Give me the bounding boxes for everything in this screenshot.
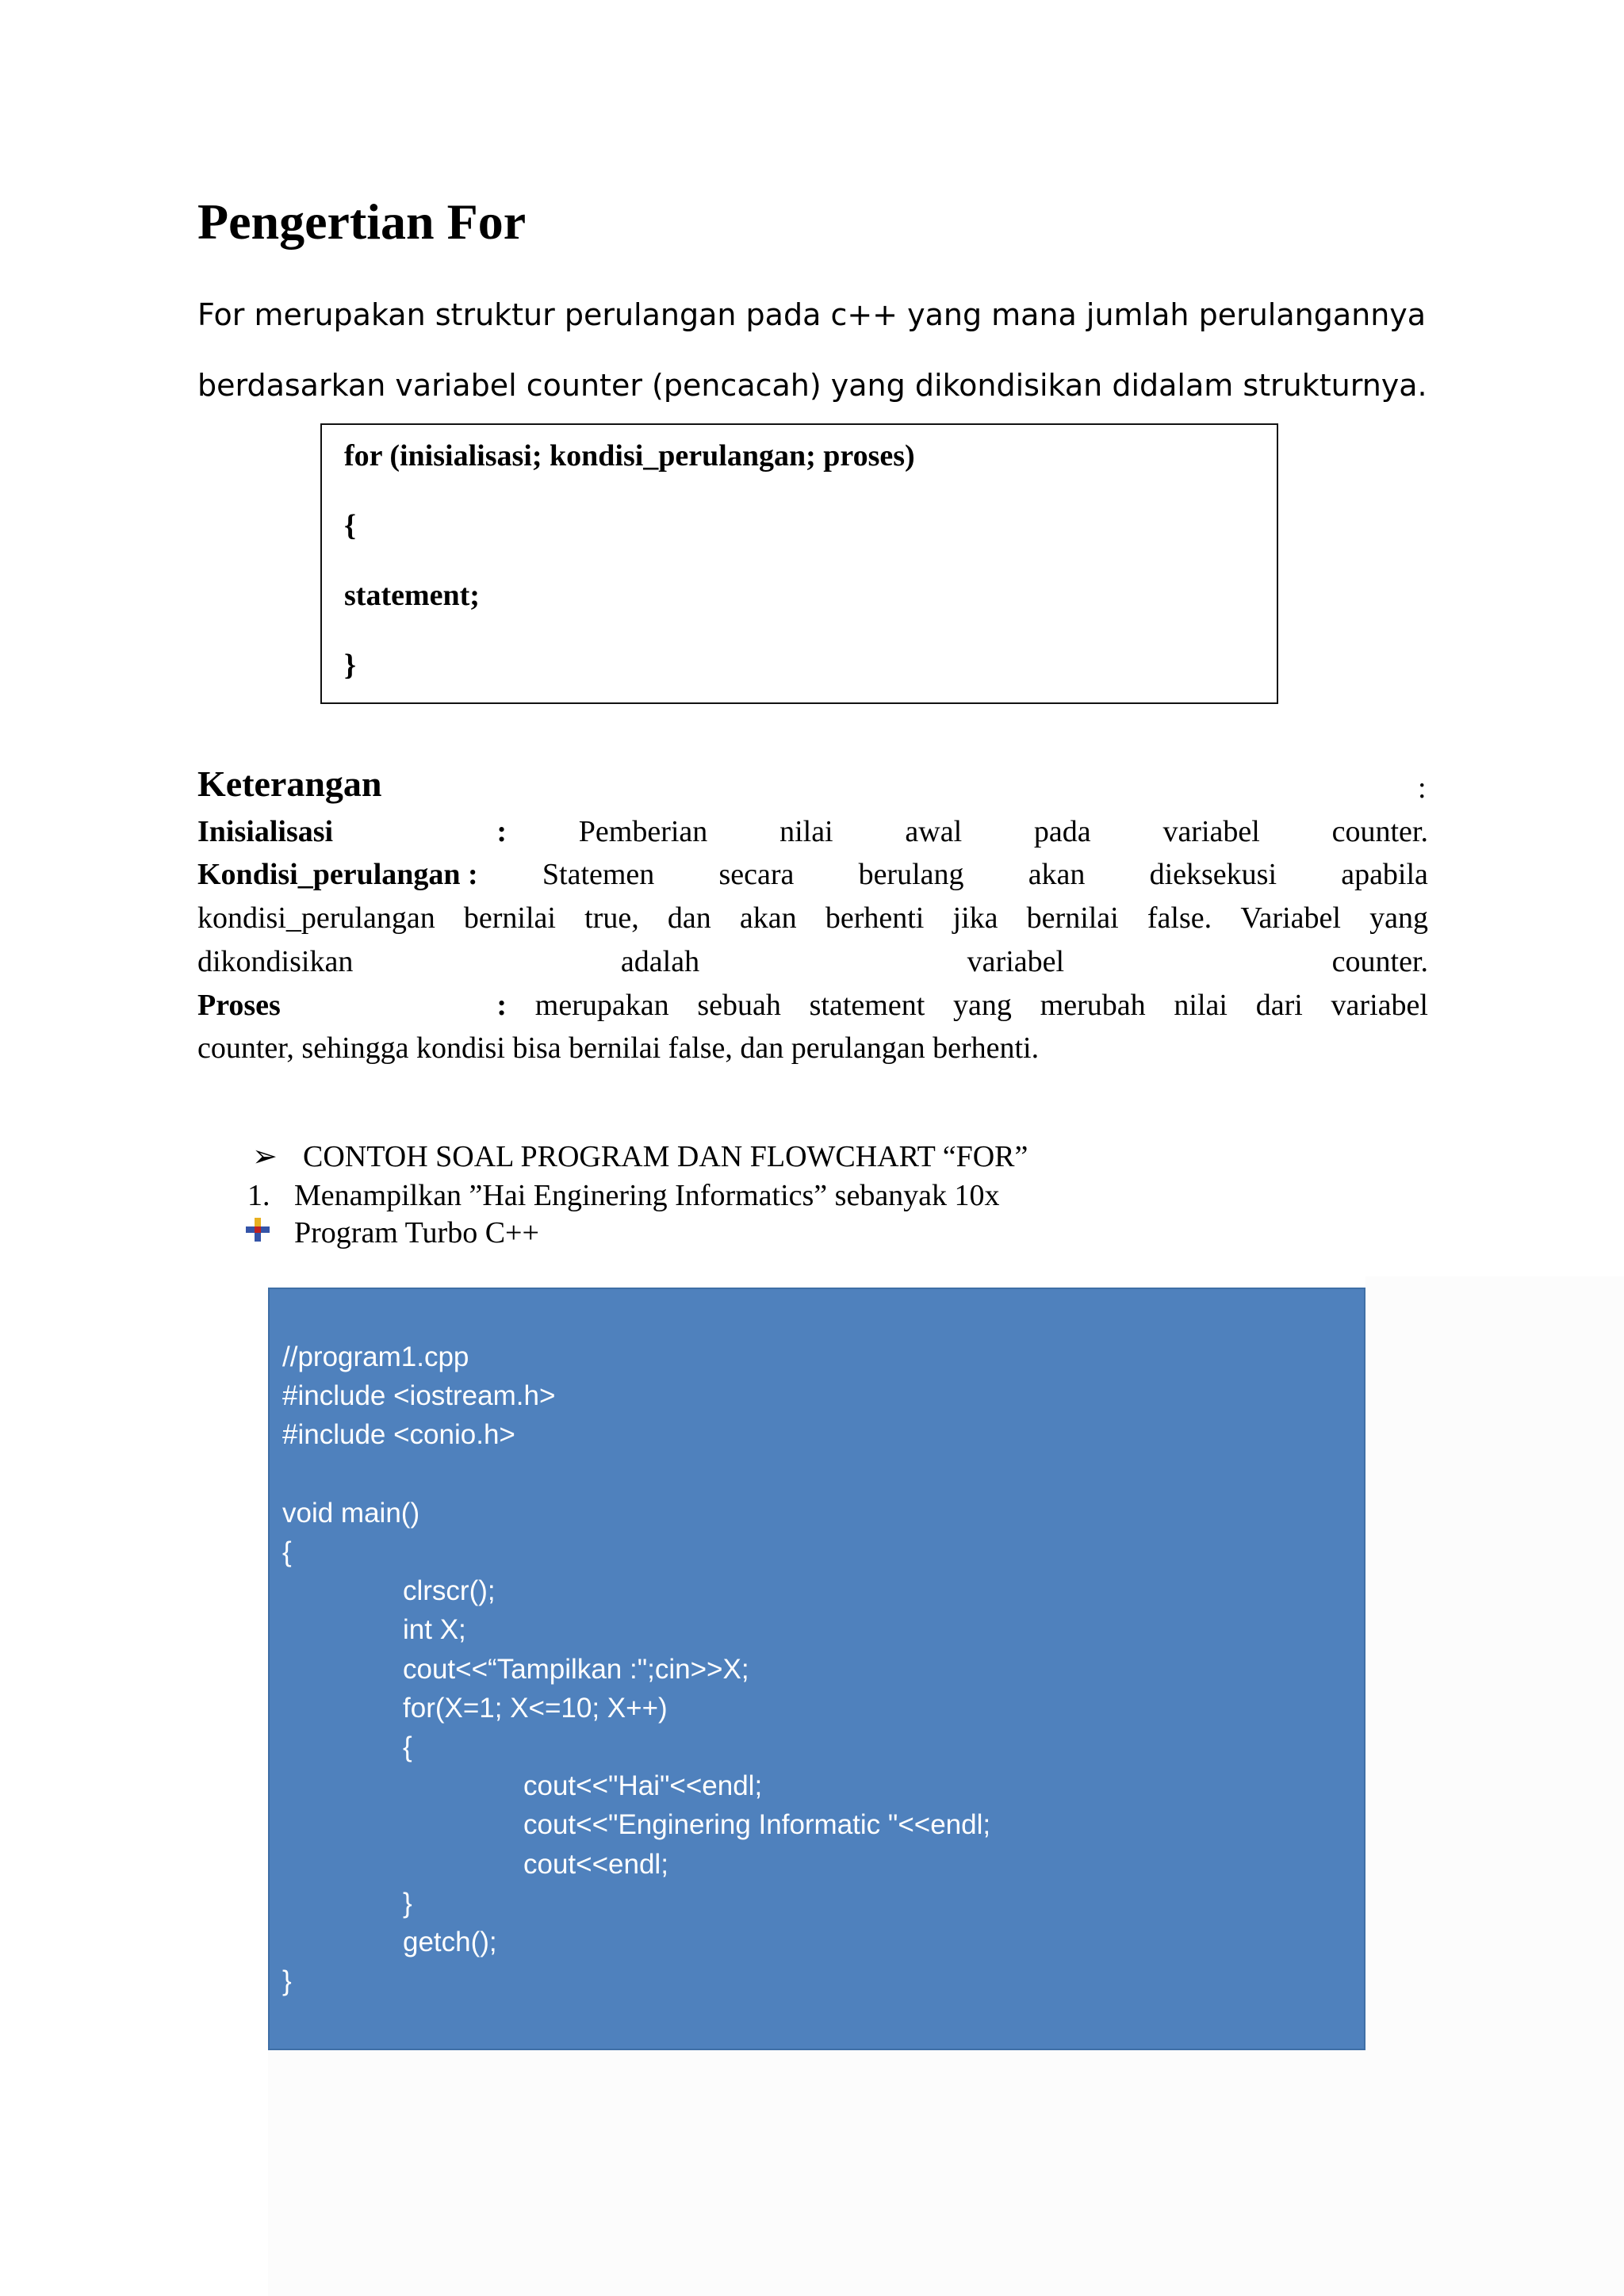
row-word: dari	[1255, 989, 1303, 1022]
row-word: dikondisikan	[197, 945, 354, 978]
code-line: {	[282, 1536, 292, 1567]
plus-bullet-icon	[244, 1216, 271, 1243]
code-line: //program1.cpp	[282, 1341, 469, 1372]
page-title: Pengertian For	[197, 193, 527, 250]
code-line: }	[282, 1965, 292, 1997]
proses-row-2	[197, 1031, 1428, 1066]
keterangan-colon: :	[1418, 771, 1427, 805]
code-line: {	[403, 1732, 412, 1762]
kondisi-row	[197, 857, 1428, 892]
inisialisasi-label: Inisialisasi	[197, 815, 334, 848]
code-line: #include <conio.h>	[282, 1419, 515, 1451]
row-word: yang	[1369, 901, 1428, 935]
code-line: clrscr();	[403, 1575, 496, 1607]
proses-separator: :	[496, 989, 507, 1022]
kondisi-row-3	[197, 944, 1428, 979]
proses-line-2: counter, sehingga kondisi bisa bernilai false, dan perulangan berhenti.	[197, 1031, 1040, 1065]
row-word: variabel	[1331, 989, 1428, 1022]
row-word: Statemen	[542, 858, 655, 891]
row-word: berulang	[858, 858, 964, 891]
row-word: counter.	[1331, 815, 1428, 848]
code-line: int X;	[403, 1614, 466, 1646]
intro-line-2: berdasarkan variabel counter (pencacah) yang dikondisikan didalam strukturnya.	[197, 368, 1427, 403]
row-word: false.	[1147, 901, 1212, 935]
row-word: jika	[952, 901, 998, 935]
syntax-line: statement;	[344, 579, 480, 612]
proses-label: Proses	[197, 989, 281, 1022]
row-word: nilai	[1174, 989, 1228, 1022]
code-line: getch();	[403, 1927, 497, 1957]
item-number: 1.	[247, 1179, 270, 1212]
code-line: for(X=1; X<=10; X++)	[403, 1692, 668, 1724]
row-word: Variabel	[1240, 901, 1341, 935]
row-word: merubah	[1040, 989, 1146, 1022]
row-word: variabel	[967, 945, 1065, 978]
row-word: true,	[584, 901, 639, 935]
row-word: dieksekusi	[1149, 858, 1277, 891]
row-word: berhenti	[825, 901, 925, 935]
row-word: merupakan	[534, 989, 669, 1022]
row-word: secara	[718, 858, 795, 891]
row-word: awal	[905, 815, 963, 848]
syntax-line: for (inisialisasi; kondisi_perulangan; proses)	[344, 439, 915, 473]
image-background	[1365, 1276, 1624, 2061]
row-word: pada	[1033, 815, 1091, 848]
arrow-bullet-icon: ➢	[252, 1140, 278, 1173]
example-title: CONTOH SOAL PROGRAM DAN FLOWCHART “FOR”	[303, 1140, 1028, 1173]
row-word: akan	[739, 901, 797, 935]
code-line: #include <iostream.h>	[282, 1380, 556, 1412]
row-word: adalah	[620, 945, 700, 978]
inisialisasi-row	[197, 814, 1428, 849]
code-line: cout<<"Hai"<<endl;	[523, 1770, 763, 1802]
proses-row	[197, 988, 1428, 1023]
row-word: statement	[809, 989, 925, 1022]
kondisi-row-2	[197, 901, 1428, 936]
code-line: cout<<endl;	[523, 1848, 668, 1880]
syntax-line: {	[344, 509, 356, 542]
row-word: apabila	[1341, 858, 1428, 891]
code-line: }	[403, 1887, 412, 1919]
row-word: bernilai	[1026, 901, 1119, 935]
row-word: variabel	[1162, 815, 1260, 848]
row-word: kondisi_perulangan	[197, 901, 435, 935]
row-word: dan	[667, 901, 711, 935]
row-word: sebuah	[697, 989, 781, 1022]
image-background	[268, 2050, 1624, 2296]
row-word: Pemberian	[578, 815, 708, 848]
program-subtitle: Program Turbo C++	[294, 1216, 539, 1249]
row-word: bernilai	[463, 901, 556, 935]
code-screenshot	[268, 1288, 1365, 2050]
code-line: void main()	[282, 1497, 420, 1529]
syntax-line: }	[344, 649, 356, 682]
row-word: nilai	[779, 815, 833, 848]
kondisi-label: Kondisi_perulangan :	[197, 858, 478, 891]
inisialisasi-separator: :	[496, 815, 507, 848]
row-word: counter.	[1331, 945, 1428, 978]
row-word: yang	[953, 989, 1012, 1022]
keterangan-title: Keterangan	[197, 763, 382, 804]
syntax-box	[320, 423, 1278, 704]
example-item-text: Menampilkan ”Hai Enginering Informatics” sebanyak 10x	[294, 1179, 1000, 1212]
row-word: akan	[1028, 858, 1086, 891]
code-line: cout<<“Tampilkan :";cin>>X;	[403, 1653, 749, 1685]
code-line: cout<<"Enginering Informatic "<<endl;	[523, 1809, 991, 1841]
intro-line-1: For merupakan struktur perulangan pada c++ yang mana jumlah perulangannya	[197, 297, 1427, 332]
